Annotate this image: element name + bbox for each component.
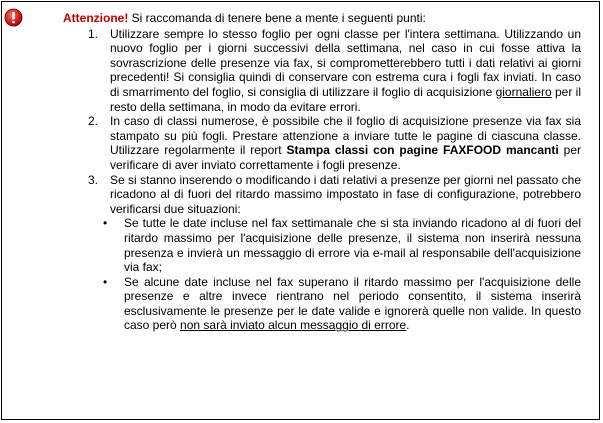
exclamation-warning-icon — [4, 8, 23, 27]
item-number: 1. — [88, 26, 99, 41]
notice-title — [63, 11, 581, 26]
bullet-text: Se alcune date incluse nel fax superano il ritardo massimo per l'acquisizione delle presenze e altre invece rientrano nel periodo consentito, il sistema inserirà esclusivamente le presenze per le date valide e ignorerà quelle non valide. In questo caso però — [124, 274, 581, 333]
item-number: 2. — [88, 114, 99, 129]
sub-bullets — [103, 216, 581, 333]
report-name: Stampa classi con pagine FAXFOOD mancanti — [286, 143, 559, 158]
bullet-mark: • — [103, 274, 108, 289]
item-text: per verificare di aver inviato correttamente i fogli presenze. — [110, 143, 581, 172]
bullet-item-2 — [63, 275, 581, 333]
notice-content — [63, 11, 581, 333]
item-text: per il resto della settimana, in modo da evitare errori. — [110, 84, 581, 114]
bullet-text: . — [406, 318, 410, 333]
underlined-term: giornaliero — [495, 84, 552, 99]
list-item-1 — [63, 27, 581, 115]
bullet-item-1 — [63, 216, 581, 274]
underlined-phrase: non sarà inviato alcun messaggio di errore — [180, 318, 407, 333]
item-text: In caso di classi numerose, è possibile che il foglio di acquisizione presenze via fax sia stampato su più fogli. Prestare attenzione a inviare tutte le pagine di ciascuna classe. Utilizzare regolarmente il report — [110, 114, 581, 158]
title-strong: Attenzione! — [63, 11, 129, 25]
title-rest: Si raccomanda di tenere bene a mente i seguenti punti: — [128, 11, 426, 25]
notice-box — [1, 1, 600, 420]
points-list — [63, 27, 581, 333]
item-text: Se si stanno inserendo o modificando i dati relativi a presenze per giorni nel passato che ricadono al di fuori del ritardo massimo impostato in fase di configurazione, potrebbero verificarsi due situazioni: — [110, 172, 581, 216]
list-item-2 — [63, 114, 581, 172]
item-text: Utilizzare sempre lo stesso foglio per ogni classe per l'intera settimana. Utilizzando un nuovo foglio per i giorni successivi della settimana, nel caso in cui fosse attiva la sovrascrizione delle presenze via fax, si comprometterebbero tutti i dati relativi ai giorni precedenti! Si consiglia quindi di conservare con estrema cura i fogli fax inviati. In caso di smarrimento del foglio, si consiglia di utilizzare il foglio di acquisizione — [110, 26, 581, 99]
bullet-text: Se tutte le date incluse nel fax settimanale che si sta inviando ricadono al di fuori del ritardo massimo per l'acquisizione delle presenze, il sistema non inserirà nessuna presenza e invierà un messaggio di errore via e-mail al responsabile dell'acquisizione via fax; — [124, 216, 581, 275]
item-number: 3. — [88, 172, 99, 187]
list-item-3 — [63, 173, 581, 334]
bullet-mark: • — [103, 216, 108, 231]
